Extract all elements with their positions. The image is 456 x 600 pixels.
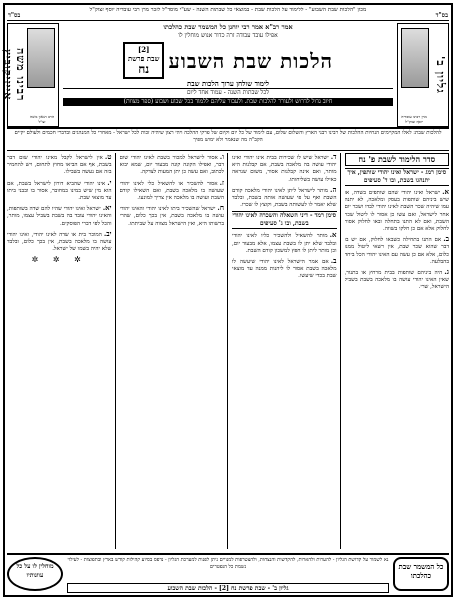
paragraph [7,179,112,203]
paragraph-text: אם התנו בתחילה כשבאו לחלוק, אם יש בו דבר שהוא שכר שבת, אין רשאי ליטול ממנו כלום, אלא אם כן עשה עם האינו יהודי הכל ביחד בהבלעה. [344,237,449,265]
portrait-caption-left: הרב הגאון משה זצ"ל [29,114,55,124]
paragraph-text: מותר לישראל ליתן לאינו יהודי מלאכה קודם השבת ואף על פי שעושה אותה בשבת, ובלבד שלא יאמר לו לעשותה בשבת, וקוצץ לו שכרו. [232,187,337,209]
text-column-4 [7,153,116,549]
paragraph [120,153,225,177]
paragraph [345,235,450,266]
quote-line-1: אמר רב"א אמר רבי יוחנן כל המשמר שבת כהלכתו [163,23,293,31]
subtitle: לימוד שולחן ערוך הלכות שבת [186,79,270,88]
paragraph [7,204,112,228]
text-column-3 [120,153,229,549]
stars-ornament: ✲ ✲ ✲ [31,255,87,265]
notice-strip: להלכות שבת: לאלו המקיימים הנחיות ההלכות של רבינו רבני הארץ והשלום שלום, עם לימוד של כל יום וקיום של פרקי ההלכה ויהי רצון שיהיה זכות לכל ישראל - מאחרי כל המנהגים ובדברי חכמים ולעולם יקיים הקב"ה מה שנאמר ולא ימוש מפיך [7,129,449,151]
paragraph-text: היה ביניהם שותפות בבית מרחץ או בתנור, שאין האינו יהודי עושה בו מלאכה בשבת בשביל הישראל, שרי. [344,270,449,291]
parsha-box [123,42,165,79]
paragraph-text: ישראל ואינו יהודי שהם שותפים בשדה, או שיש ביניהם שותפות בעסק ומלאכה, לא יתנה עמו שיהיה שכר השבת לאינו יהודי לבדו ושכר יום אחר לישראל, ואם עשו כן אסור לו ליטול שכר השבת, ואם לא התנו בתחלה ובאו לחלוק אסור לחלוק אלא אם כן חלקו בשווה. [344,190,449,233]
paragraph-number: ד. [330,153,337,161]
paragraph-number: א. [442,187,449,196]
paragraph-number: ה. [330,184,337,194]
paragraph [232,186,337,210]
paragraph-text: אסור להשכיר או להשאיל כלי לאינו יהודי שעושה בו מלאכה בשבת, ואם השאילו קודם השבת ועושה בו מלאכה אין צריך למונעו. [119,180,224,202]
paragraph-number: ח. [217,203,224,213]
footer-badge-right: כל המשמר שבת כהלכתו [393,557,449,591]
paragraph-text: ישראל שהשכיר ביתו לאינו יהודי והאינו יהודי עושה בו מלאכה בשבת, אין בכך כלום, שהרי ברשותו היא, ואין הישראל מצווה על שביתתו. [119,206,224,227]
title-row [63,42,393,79]
parsha-label: שבת פרשת [127,54,160,63]
newsletter-page [3,3,453,597]
paragraph-number: ז. [219,177,224,187]
top-line: מכון "הלכות שבת השבוע" - ללימוד על הלכות שבת - במוצאי כל שבתות השנה - שע"י מוסד"ל לזכר מרן רבי עובדיה יוסף זצוק"ל [7,7,449,21]
text-column-2 [232,153,341,549]
vertical-title-left: רבינו משה אייזיקוביץ [1,48,27,102]
column-heading: סדר הלימוד לשבת פ' נח [345,153,450,166]
paragraph-number: י. [107,177,112,187]
right-portrait-column [397,12,449,127]
corner-left-text: בס"ד [8,12,21,19]
parsha-name: נח [138,62,150,76]
left-portrait-column [1,12,59,127]
paragraph [7,230,112,254]
paragraph [232,257,337,281]
paragraph-text: אם אמר הישראל לאינו יהודי שיעשה לו מלאכה בשבת אסור לו ליהנות ממנה עד מוצאי שבת בכדי שיעשו. [232,259,337,280]
paragraph-number: יא. [102,203,112,213]
paragraph [232,153,337,184]
main-title: הלכות שבת השבוע [168,48,334,73]
paragraph-text: המוכר בית או שדה לאינו יהודי, ואינו יהודי עושה בו מלאכה בשבת, אין בכך כלום, ובלבד שלא יהיה בשמו של ישראל. [7,231,112,253]
paragraph-text: ישראל שיש לו שכירות בבית אינו יהודי ואינו יהודי עושה בה מלאכה בשבת, אם קבלנות היא מותר, ואם אינה קבלנות אסור, משום שנראה כאילו עושה בשליחותו. [232,155,337,183]
footer-bar: גליון ב' - שבת פרשת נח [2] - הלכות שבת השבוע [67,583,389,593]
masthead [1,12,449,129]
paragraph [345,188,450,233]
paragraph-text: אין לישראל לקבל מאינו יהודי שום דבר בשבת, אף אם הביאו מחוץ לתחום, ויש להחמיר בזה אם נעשה בשבילו. [7,155,112,176]
portrait-caption-right: מרן רבינו עובדיה יוסף זצוק"ל [401,114,427,124]
footer [7,553,449,593]
paragraph-text: אסור לישראל למכור בשבת לאינו יהודי שום דבר, ואפילו הקונה קונה מבעוד יום, שמא יבוא לכתוב, ואם עשה כן יתן המעות לצדקה. [119,155,224,176]
paragraph-number: ט. [104,153,112,161]
paragraph [120,204,225,228]
vertical-title-right: גליון ב' [434,56,447,94]
paragraph [232,231,337,255]
subtitle-schedule: לכל שבתות השנה - עמוד אחד ליום [63,88,393,97]
masthead-center [63,23,393,127]
paragraph-text: ישראל ואינו יהודי שהיו להם שדה בשותפות, והאינו יהודי עובד בה בשבת בשביל עצמו, מותר, והכל לפי דברי הפוסקים. [7,206,112,227]
paragraph-number: ו. [219,153,224,161]
text-column-1 [345,153,450,549]
paragraph-number: יב. [103,228,112,238]
paragraph [7,153,112,177]
section-title: סימן רמד - דיני השאלה והשכרה לאינו יהודי בשבת, ובו ג' סעיפים [232,212,337,228]
paragraph [120,179,225,203]
footer-text: נא לשמור על קדושת הגליון - להערות ולהארות, להקדשות והנצחות, ולהצטרפות למנויים ניתן לפנות למערכת הגליון - נדפס בסיוע קהילות קודש בארץ ובתפוצות - לעילוי נשמת כל הנפטרים [67,557,389,570]
paragraph-number: ג. [444,267,449,277]
paragraph-text: מותר להשאיל ולהשכיר כליו לאינו יהודי ובלבד שלא יתן לו בשבת עצמו, אלא מבעוד יום, וכן מותר ליתן לו חפץ למשכון קודם השבת. [232,233,337,254]
corner-right-text: בס"ד [435,12,448,19]
rabbi-portrait-left [27,28,55,88]
paragraph-number: ב. [443,234,449,244]
parsha-number: [2] [137,45,150,54]
obligation-banner: חיוב גדול לדרוש ולעורר להלכות שבת. ולעבור עליהם ללמוד בכל שבוע ושבוע (ספר מצוות) [63,98,393,106]
paragraph-number: ב. [330,256,337,266]
paragraph-number: א. [329,230,337,240]
quote-line-2: אפילו עובד עבודה זרה כדור אנוש מוחלין לו [178,32,278,39]
section-title: סימן רמג - ישראל ואינו יהודי שותפין, איך יתנהגו בשבת, ובו ד' סעיפים [345,168,450,186]
footer-badge-left: מוחלין לו על כל עוונותיו [7,557,63,591]
rabbi-portrait-right [401,28,429,88]
paragraph [345,268,450,292]
paragraph-text: אינו יהודי שהביא דורון לישראל בשבת, אם הוא מין שיש במינו במחובר, אסור בו ובבני ביתו עד מוצאי שבת. [7,180,112,202]
article-body [7,151,449,549]
